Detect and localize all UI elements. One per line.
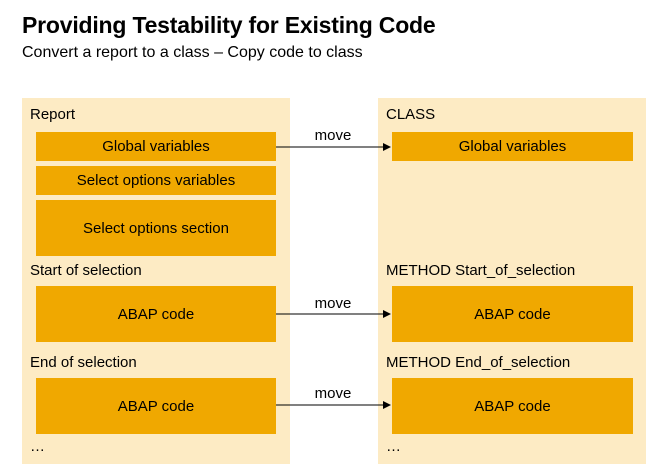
report-end-of-selection-label: End of selection xyxy=(30,354,137,371)
report-end-abap-code-box: ABAP code xyxy=(36,378,276,434)
class-method-start-label: METHOD Start_of_selection xyxy=(386,262,576,279)
report-start-of-selection-label: Start of selection xyxy=(30,262,142,279)
report-select-options-section-box: Select options section xyxy=(36,200,276,256)
class-method-end-label: METHOD End_of_selection xyxy=(386,354,571,371)
move-label-1: move xyxy=(314,127,352,144)
move-label-3: move xyxy=(314,385,352,402)
report-select-options-variables-box: Select options variables xyxy=(36,166,276,195)
page-title: Providing Testability for Existing Code xyxy=(22,12,436,38)
class-global-variables-box: Global variables xyxy=(392,132,633,161)
page-subtitle: Convert a report to a class – Copy code to class xyxy=(22,44,363,61)
move-label-2: move xyxy=(314,295,352,312)
report-start-abap-code-box: ABAP code xyxy=(36,286,276,342)
class-ellipsis: … xyxy=(386,438,401,455)
class-end-abap-code-box: ABAP code xyxy=(392,378,633,434)
report-global-variables-box: Global variables xyxy=(36,132,276,161)
report-ellipsis: … xyxy=(30,438,45,455)
report-header: Report xyxy=(30,106,76,123)
class-start-abap-code-box: ABAP code xyxy=(392,286,633,342)
class-header: CLASS xyxy=(386,106,436,123)
